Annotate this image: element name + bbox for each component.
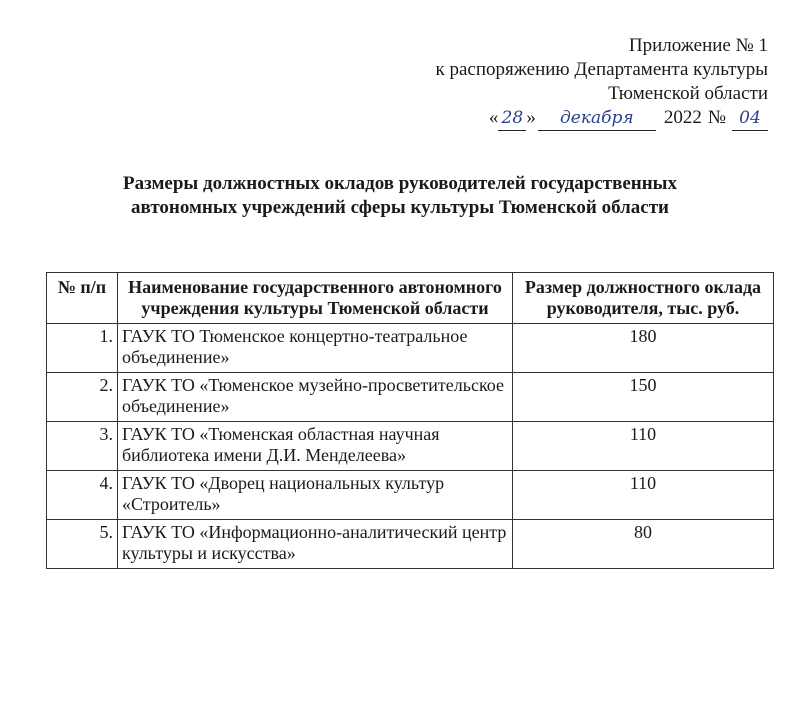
appendix-title: Приложение № 1 [628, 35, 768, 56]
row-name: ГАУК ТО «Дворец национальных культур «Строитель» [118, 471, 513, 520]
order-year: 2022 [663, 107, 702, 128]
open-quote: « [488, 107, 499, 128]
table-row [47, 520, 774, 569]
table-row [47, 422, 774, 471]
handwritten-order-number: 04 [732, 106, 768, 131]
document-title [0, 172, 800, 220]
row-value: 110 [513, 422, 774, 471]
row-name: ГАУК ТО «Тюменская областная научная библиотека имени Д.И. Менделеева» [118, 422, 513, 471]
title-line-1: Размеры должностных окладов руководителей государственных [122, 173, 678, 194]
row-value: 80 [513, 520, 774, 569]
appendix-order-ref: к распоряжению Департамента культуры [435, 59, 768, 80]
title-line-2: автономных учреждений сферы культуры Тюменской области [131, 197, 669, 218]
order-date-line [436, 106, 769, 131]
row-value: 180 [513, 324, 774, 373]
handwritten-day: 28 [498, 106, 526, 131]
row-name: ГАУК ТО Тюменское концертно-театральное объединение» [118, 324, 513, 373]
close-quote: » [526, 107, 536, 128]
row-num: 1. [47, 324, 118, 373]
header-salary: Размер должностного оклада руководителя, тыс. руб. [513, 273, 774, 324]
row-name: ГАУК ТО «Информационно-аналитический центр культуры и искусства» [118, 520, 513, 569]
handwritten-month: декабря [538, 106, 656, 131]
number-sign: № [707, 107, 726, 128]
row-num: 3. [47, 422, 118, 471]
header-num: № п/п [47, 273, 118, 324]
header-name: Наименование государственного автономного учреждения культуры Тюменской области [118, 273, 513, 324]
row-num: 2. [47, 373, 118, 422]
salary-table [46, 272, 774, 569]
table-row [47, 324, 774, 373]
row-num: 5. [47, 520, 118, 569]
row-name: ГАУК ТО «Тюменское музейно-просветительское объединение» [118, 373, 513, 422]
row-value: 110 [513, 471, 774, 520]
appendix-region: Тюменской области [608, 83, 768, 104]
table-row [47, 471, 774, 520]
row-num: 4. [47, 471, 118, 520]
row-value: 150 [513, 373, 774, 422]
appendix-header [436, 34, 769, 131]
table-header-row [47, 273, 774, 324]
table-row [47, 373, 774, 422]
